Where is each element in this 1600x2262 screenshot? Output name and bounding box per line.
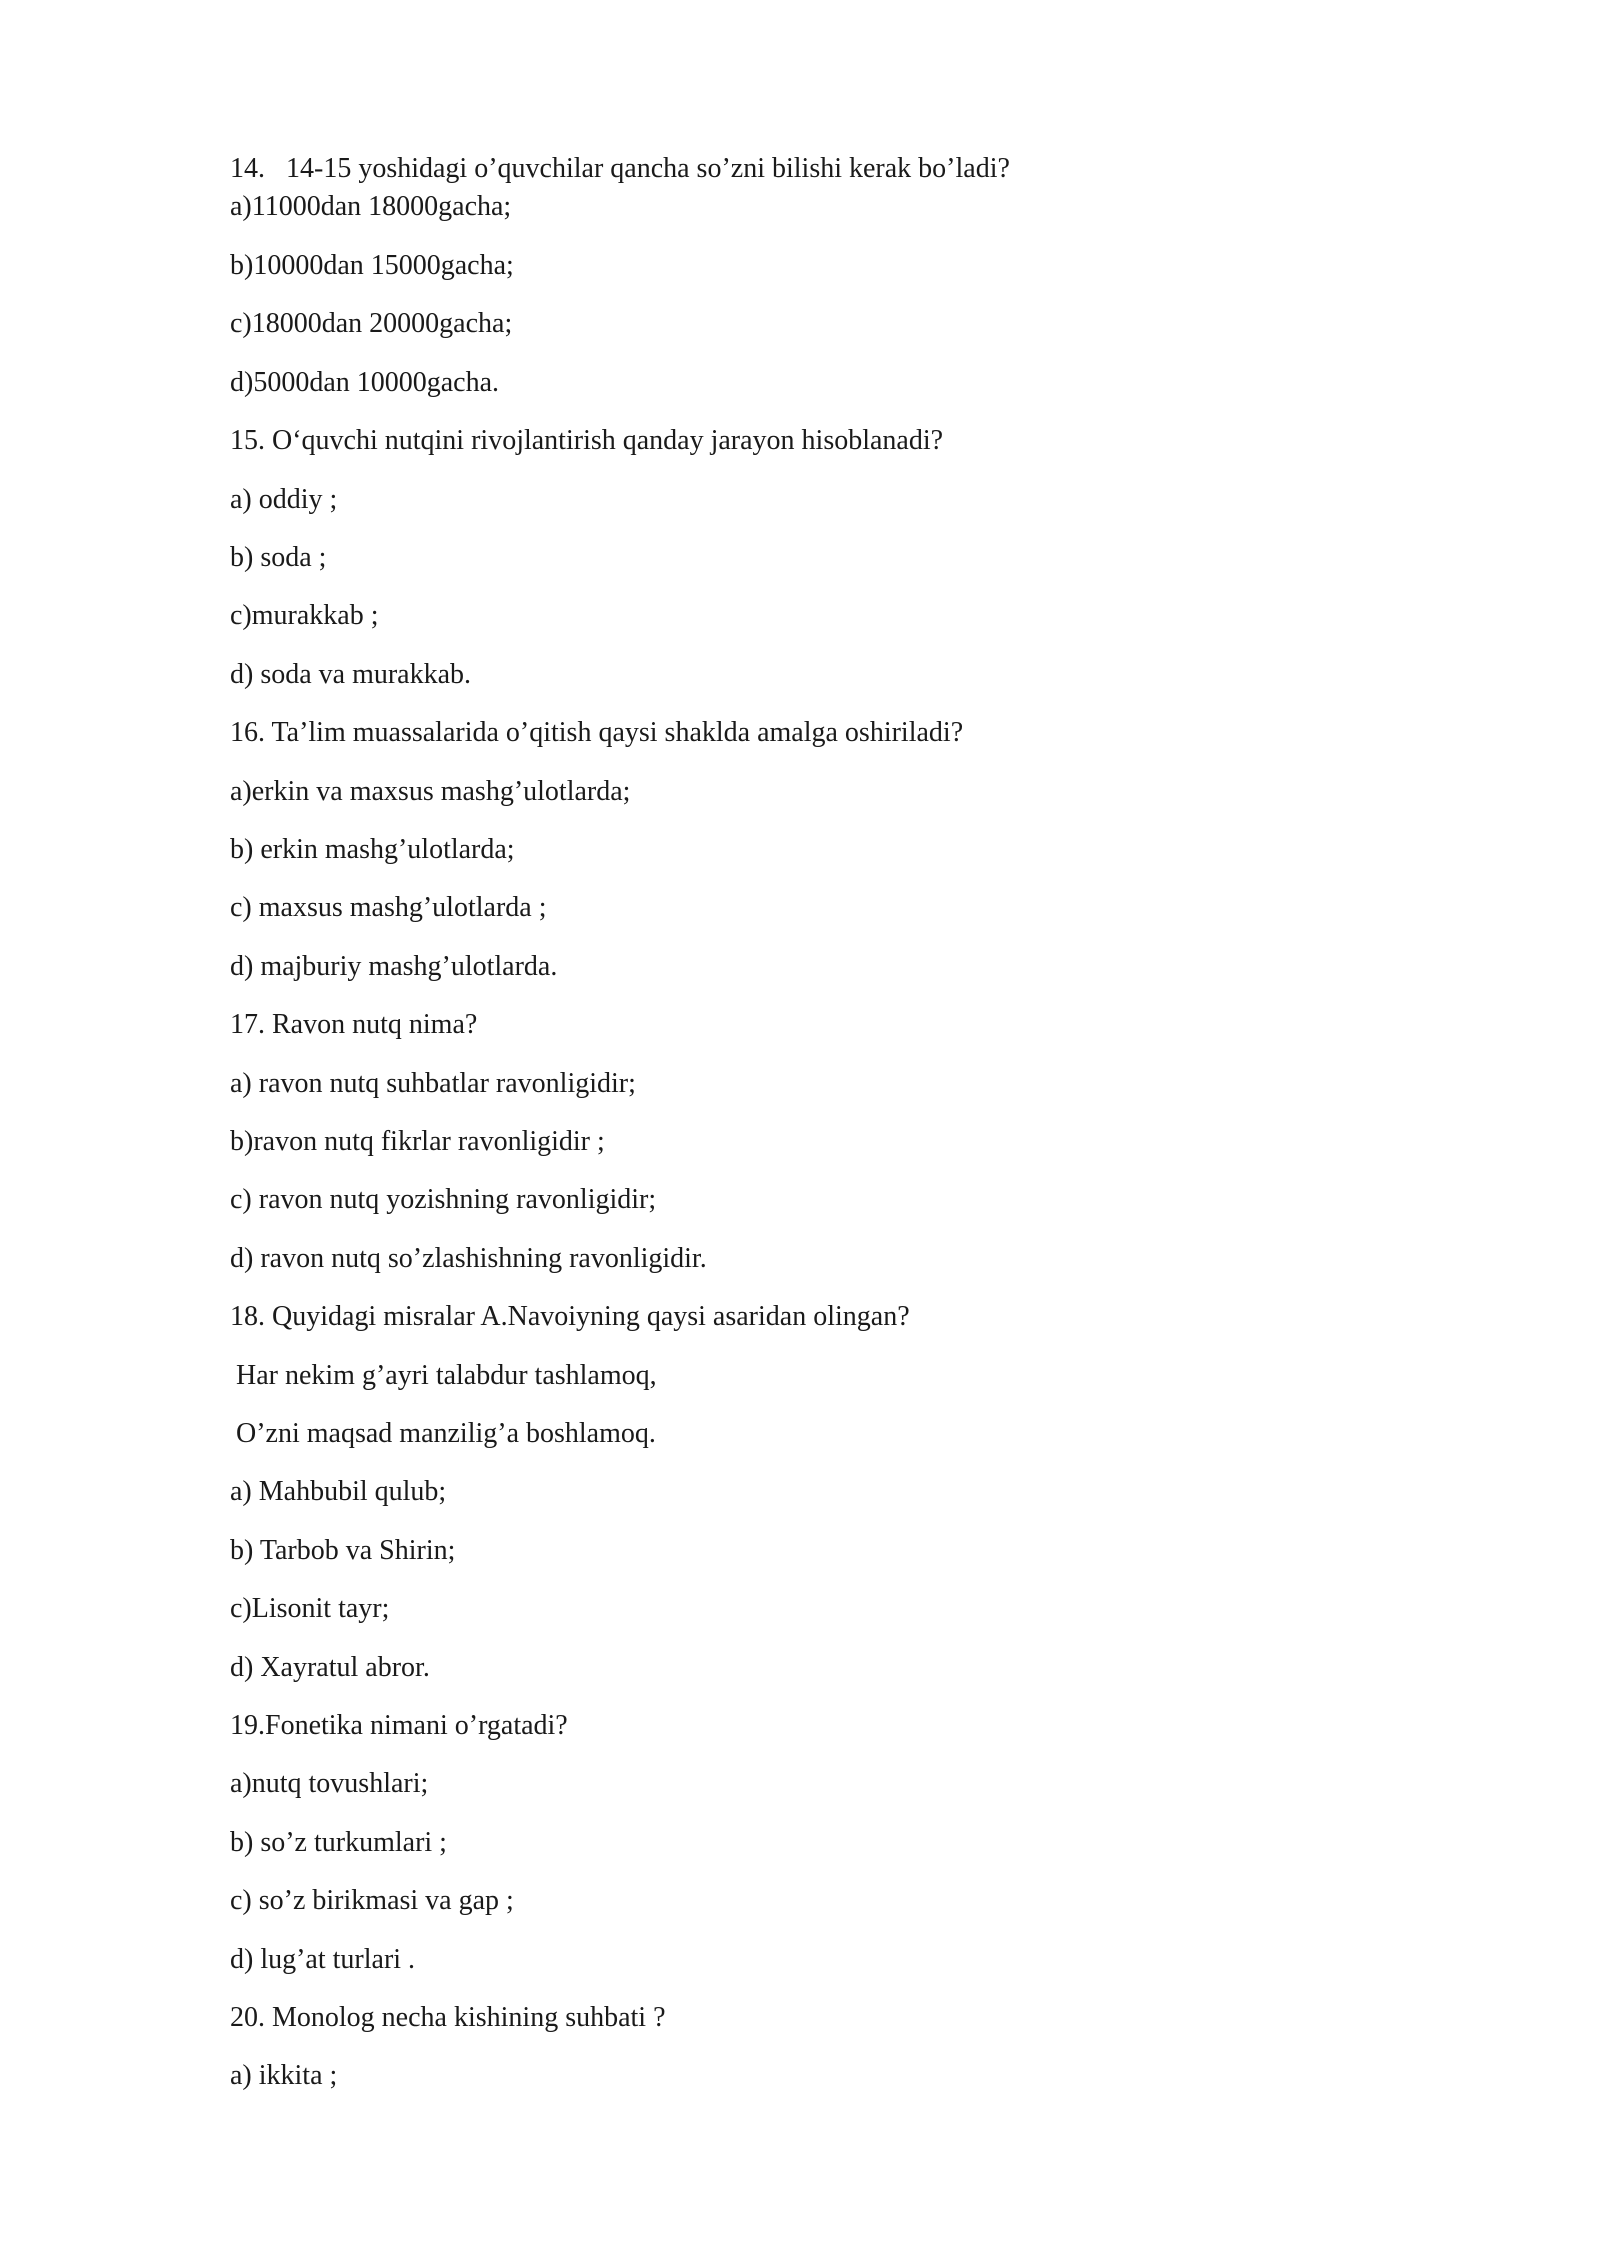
answer-option: c)murakkab ; [230, 600, 379, 631]
answer-option: d) lug’at turlari . [230, 1944, 416, 1975]
answer-option: c)18000dan 20000gacha; [230, 308, 513, 339]
poem-verse-line: O’zni maqsad manzilig’a boshlamoq. [236, 1418, 656, 1449]
answer-option: a) Mahbubil qulub; [230, 1476, 447, 1507]
answer-option: d) Xayratul abror. [230, 1652, 430, 1683]
question-14: 14. 14-15 yoshidagi o’quvchilar qancha so’zni bilishi kerak bo’ladi? [230, 153, 1010, 184]
question-15: 15. O‘quvchi nutqini rivojlantirish qanday jarayon hisoblanadi? [230, 425, 944, 456]
answer-option: b) erkin mashg’ulotlarda; [230, 834, 515, 865]
answer-option: c)Lisonit tayr; [230, 1593, 390, 1624]
question-18: 18. Quyidagi misralar A.Navoiyning qaysi asaridan olingan? [230, 1301, 910, 1332]
answer-option: c) maxsus mashg’ulotlarda ; [230, 892, 547, 923]
question-16: 16. Ta’lim muassalarida o’qitish qaysi shaklda amalga oshiriladi? [230, 717, 964, 748]
answer-option: d) ravon nutq so’zlashishning ravonligidir. [230, 1243, 707, 1274]
answer-option: b) so’z turkumlari ; [230, 1827, 447, 1858]
answer-option: d) soda va murakkab. [230, 659, 472, 690]
question-19: 19.Fonetika nimani o’rgatadi? [230, 1710, 568, 1741]
answer-option: d) majburiy mashg’ulotlarda. [230, 951, 558, 982]
question-17: 17. Ravon nutq nima? [230, 1009, 478, 1040]
answer-option: c) so’z birikmasi va gap ; [230, 1885, 514, 1916]
answer-option: a)nutq tovushlari; [230, 1768, 429, 1799]
answer-option: c) ravon nutq yozishning ravonligidir; [230, 1184, 657, 1215]
answer-option: a)erkin va maxsus mashg’ulotlarda; [230, 776, 631, 807]
answer-option: a) oddiy ; [230, 484, 338, 515]
answer-option: a) ikkita ; [230, 2060, 338, 2091]
answer-option: a)11000dan 18000gacha; [230, 191, 512, 222]
answer-option: b) soda ; [230, 542, 327, 573]
answer-option: a) ravon nutq suhbatlar ravonligidir; [230, 1068, 636, 1099]
poem-verse-line: Har nekim g’ayri talabdur tashlamoq, [236, 1360, 657, 1391]
answer-option: d)5000dan 10000gacha. [230, 367, 500, 398]
answer-option: b)ravon nutq fikrlar ravonligidir ; [230, 1126, 605, 1157]
answer-option: b)10000dan 15000gacha; [230, 250, 514, 281]
question-20: 20. Monolog necha kishining suhbati ? [230, 2002, 666, 2033]
answer-option: b) Tarbob va Shirin; [230, 1535, 456, 1566]
